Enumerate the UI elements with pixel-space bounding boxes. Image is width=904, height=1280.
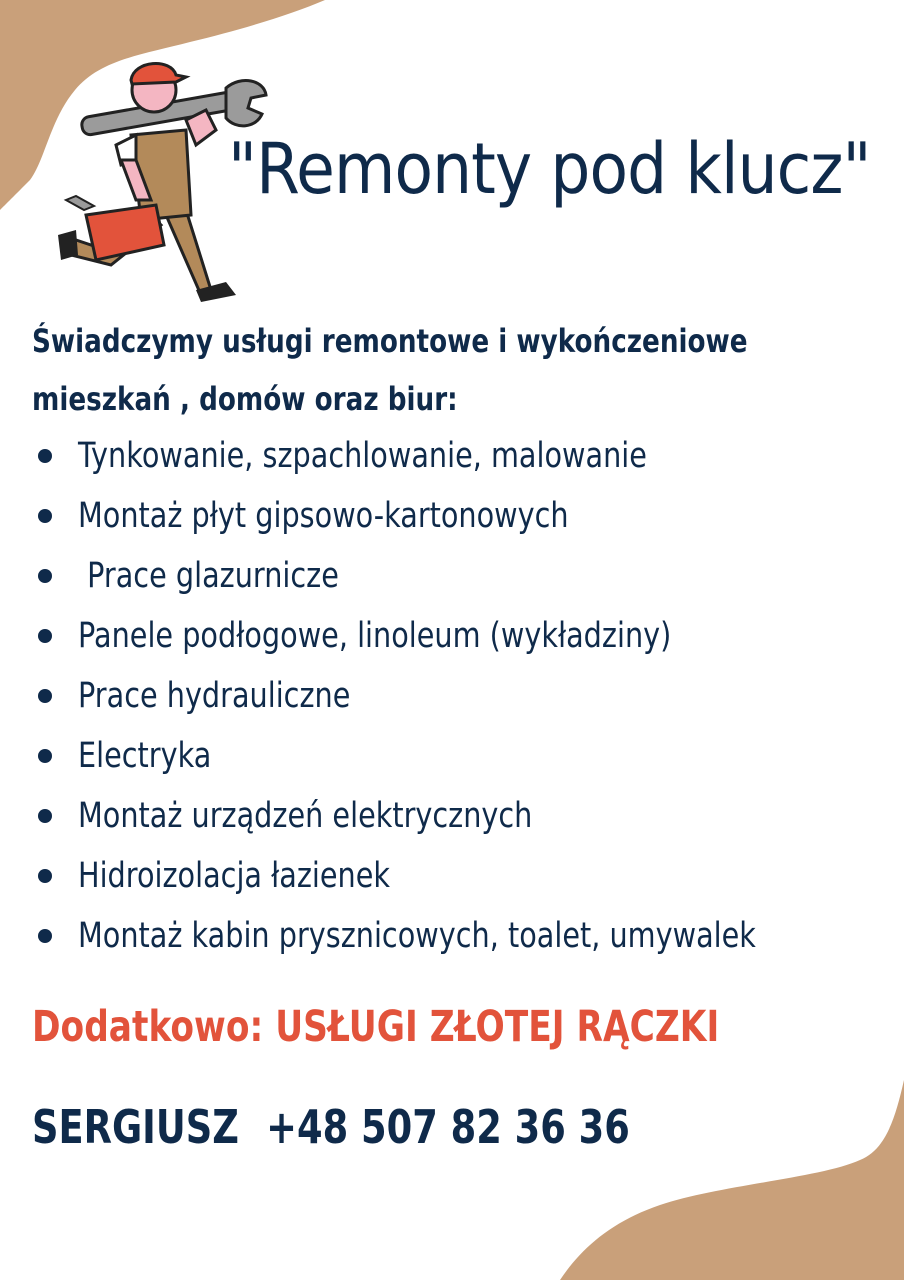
service-label: Prace hydrauliczne — [78, 676, 351, 716]
service-item — [32, 546, 904, 606]
bullet-icon — [38, 629, 52, 643]
service-item — [32, 426, 904, 486]
bullet-icon — [38, 749, 52, 763]
service-label: Electryka — [78, 736, 212, 776]
service-label: Tynkowanie, szpachlowanie, malowanie — [78, 436, 647, 476]
service-item — [32, 666, 904, 726]
bullet-icon — [38, 569, 52, 583]
service-label: Prace glazurnicze — [78, 556, 339, 596]
service-label: Montaż płyt gipsowo-kartonowych — [78, 496, 569, 536]
contact-name: SERGIUSZ — [32, 1100, 239, 1154]
service-item — [32, 846, 904, 906]
service-item — [32, 486, 904, 546]
service-item — [32, 726, 904, 786]
service-item — [32, 786, 904, 846]
bullet-icon — [38, 809, 52, 823]
intro-line-2: mieszkań , domów oraz biur: — [32, 380, 458, 418]
service-item — [32, 906, 904, 966]
contact-phone[interactable]: +48 507 82 36 36 — [266, 1100, 630, 1154]
services-list — [32, 426, 904, 966]
extra-services-heading: Dodatkowo: USŁUGI ZŁOTEJ RĄCZKI — [32, 1002, 720, 1052]
bullet-icon — [38, 869, 52, 883]
intro-text — [32, 312, 748, 428]
bullet-icon — [38, 509, 52, 523]
service-label: Panele podłogowe, linoleum (wykładziny) — [78, 616, 672, 656]
service-label: Hidroizolacja łazienek — [78, 856, 391, 896]
bullet-icon — [38, 449, 52, 463]
contact-line — [32, 1100, 630, 1154]
intro-line-1: Świadczymy usługi remontowe i wykończeniowe — [32, 322, 748, 360]
service-label: Montaż kabin prysznicowych, toalet, umywalek — [78, 916, 756, 956]
bullet-icon — [38, 929, 52, 943]
bullet-icon — [38, 689, 52, 703]
service-label: Montaż urządzeń elektrycznych — [78, 796, 533, 836]
service-item — [32, 606, 904, 666]
page-title: "Remonty pod klucz" — [228, 128, 871, 210]
